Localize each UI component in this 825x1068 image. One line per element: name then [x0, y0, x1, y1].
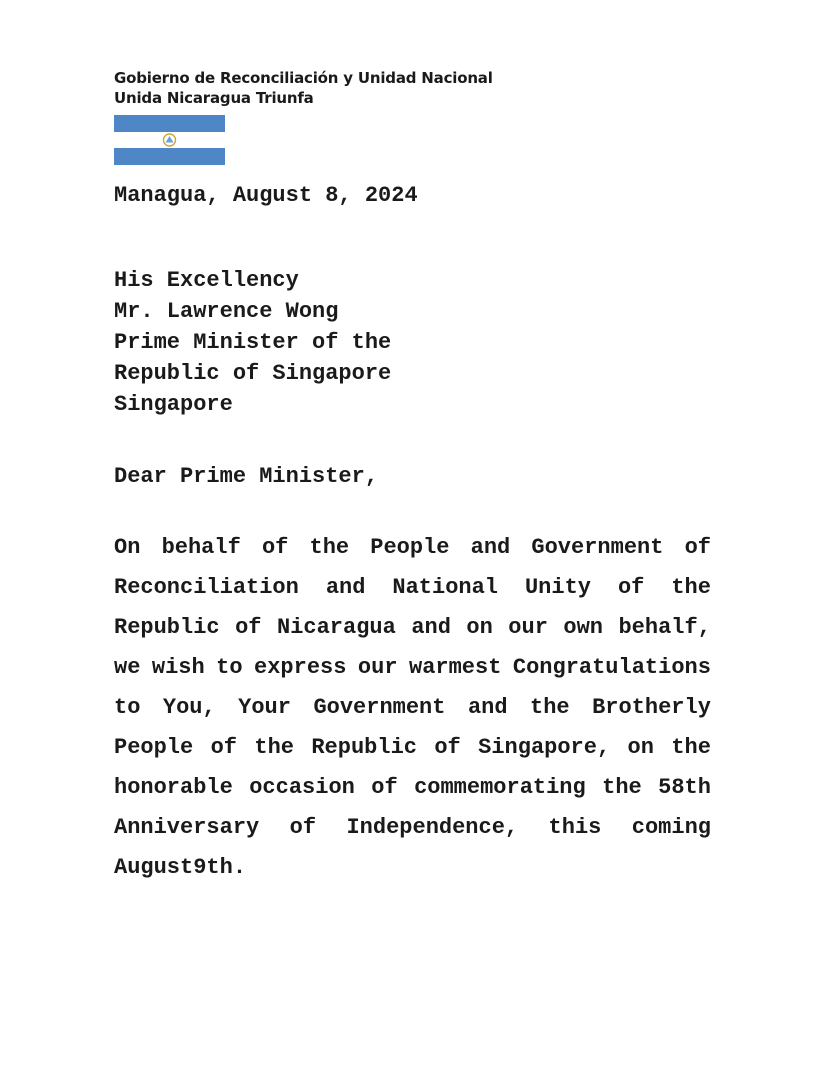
body-word: the: [309, 535, 350, 560]
body-word: Republic: [114, 615, 220, 640]
body-word: Government: [313, 695, 446, 720]
recipient-address: [114, 265, 391, 420]
body-word: behalf: [161, 535, 241, 560]
body-word: 9th.: [193, 855, 247, 880]
letterhead: [114, 68, 493, 108]
body-word: and: [470, 535, 511, 560]
letterhead-slogan: Unida Nicaragua Triunfa: [114, 89, 314, 107]
body-word: our: [508, 615, 548, 640]
body-word: on: [627, 735, 654, 760]
body-word: of: [289, 815, 317, 840]
body-word: and: [325, 575, 366, 600]
body-word: 58th: [658, 775, 711, 800]
recipient-country: Republic of Singapore: [114, 361, 392, 386]
body-line: [114, 608, 711, 648]
body-word: Anniversary: [114, 815, 260, 840]
recipient-name: Mr. Lawrence Wong: [114, 299, 339, 324]
body-line: [114, 568, 711, 608]
body-word: the: [671, 575, 711, 600]
body-word: our: [357, 655, 398, 680]
body-word: commemorating: [414, 775, 586, 800]
body-word: You,: [162, 695, 216, 720]
body-word: occasion: [249, 775, 355, 800]
body-word: we: [114, 655, 141, 680]
body-word: warmest: [409, 655, 502, 680]
body-word: of: [261, 535, 289, 560]
body-word: the: [530, 695, 570, 720]
salutation: Dear Prime Minister,: [114, 464, 379, 489]
nicaragua-flag-icon: [114, 115, 225, 165]
body-word: wish: [151, 655, 205, 680]
body-word: National: [392, 575, 499, 600]
recipient-honorific: His Excellency: [114, 268, 299, 293]
body-word: of: [617, 575, 645, 600]
body-word: Brotherly: [592, 695, 711, 720]
body-word: this: [548, 815, 602, 840]
body-word: own: [563, 615, 603, 640]
body-word: express: [254, 655, 347, 680]
body-word: Unity: [524, 575, 591, 600]
body-word: Government: [531, 535, 664, 560]
body-word: the: [254, 735, 294, 760]
body-line: [114, 848, 711, 888]
body-word: People: [114, 735, 194, 760]
body-word: of: [371, 775, 398, 800]
body-word: honorable: [114, 775, 233, 800]
body-word: On: [114, 535, 141, 560]
letter-date: Managua, August 8, 2024: [114, 183, 418, 208]
body-word: of: [235, 615, 262, 640]
body-word: Singapore,: [478, 735, 611, 760]
body-word: Reconciliation: [114, 575, 299, 600]
body-line: [114, 808, 711, 848]
body-word: of: [210, 735, 237, 760]
body-word: Congratulations: [512, 655, 711, 680]
body-word: and: [467, 695, 508, 720]
body-word: to: [114, 695, 141, 720]
body-word: the: [602, 775, 642, 800]
body-word: and: [411, 615, 451, 640]
body-word: People: [370, 535, 450, 560]
body-word: Nicaragua: [277, 615, 396, 640]
recipient-title: Prime Minister of the: [114, 330, 392, 355]
letter-body: [114, 528, 711, 888]
body-line: [114, 648, 711, 688]
body-line: [114, 728, 711, 768]
letterhead-government-name: Gobierno de Reconciliación y Unidad Nacional: [114, 69, 493, 87]
body-line: [114, 768, 711, 808]
body-word: on: [466, 615, 493, 640]
body-word: to: [216, 655, 243, 680]
body-word: coming: [631, 815, 711, 840]
recipient-city: Singapore: [114, 392, 233, 417]
body-word: Republic: [311, 735, 417, 760]
body-line: [114, 528, 711, 568]
body-word: Your: [238, 695, 291, 720]
body-word: August: [114, 855, 194, 880]
body-word: of: [684, 535, 711, 560]
body-word: of: [434, 735, 461, 760]
body-word: Independence,: [346, 815, 519, 840]
body-word: behalf,: [618, 615, 711, 640]
body-line: [114, 688, 711, 728]
body-word: the: [671, 735, 711, 760]
